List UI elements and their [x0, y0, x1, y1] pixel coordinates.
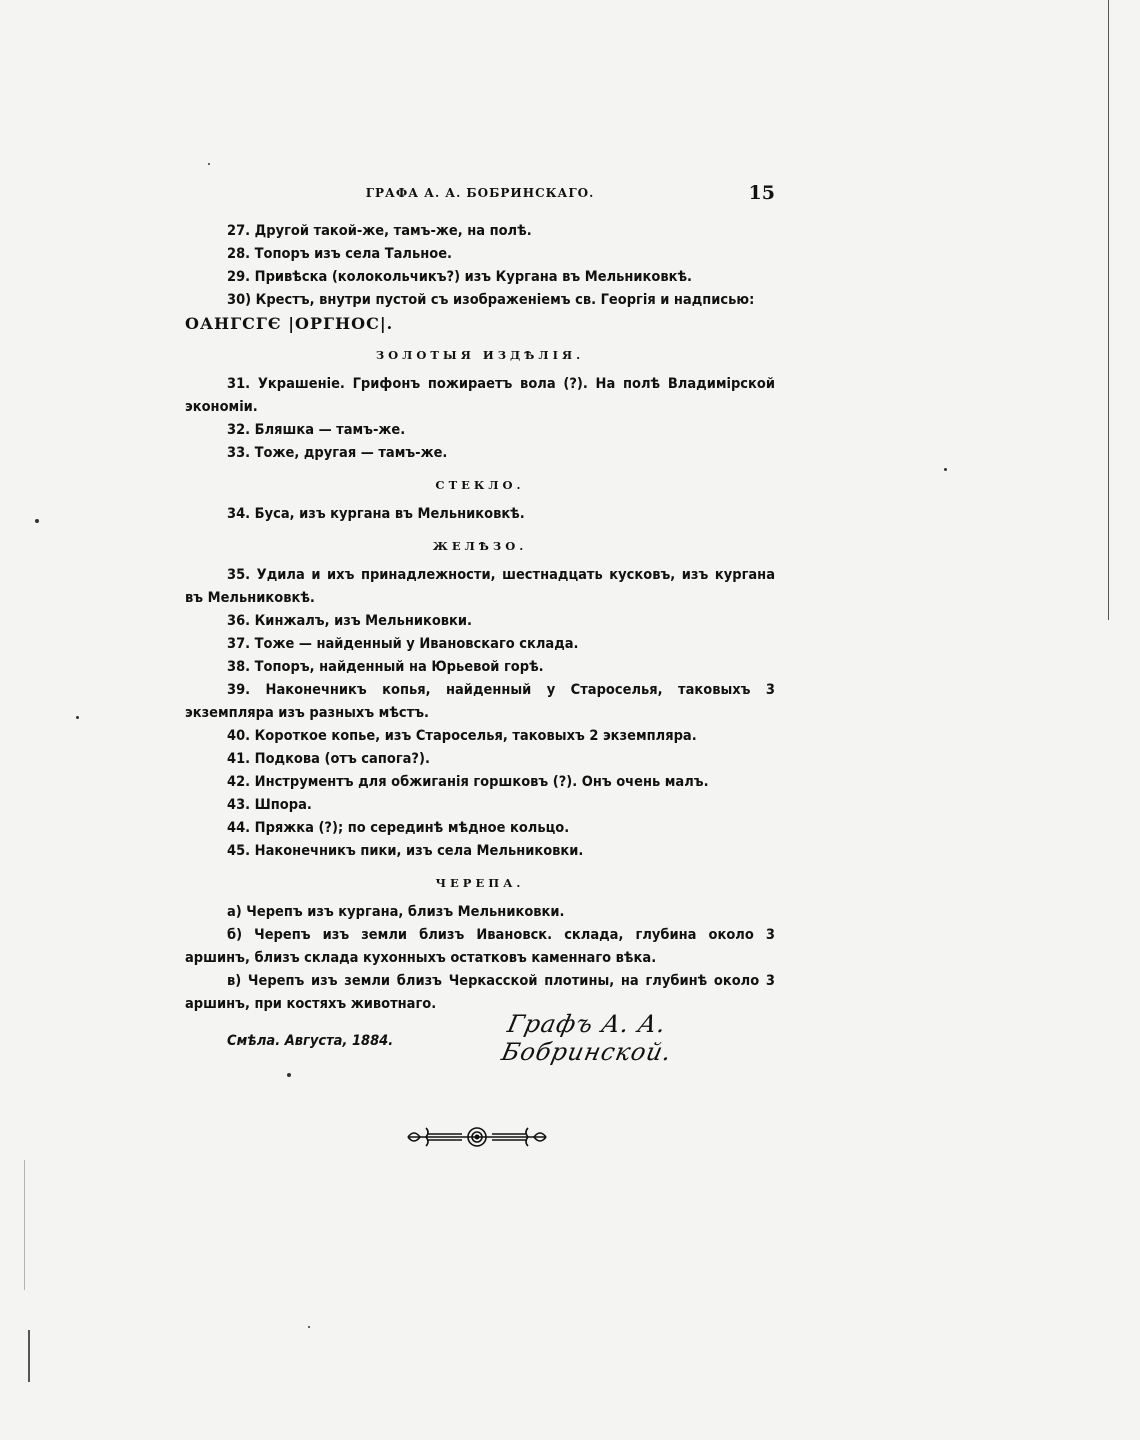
- scan-edge-line: [24, 1160, 25, 1290]
- running-title: ГРАФА А. А. БОБРИНСКАГО.: [365, 186, 595, 200]
- list-item: а) Черепъ изъ кургана, близъ Мельниковки.: [227, 904, 565, 920]
- list-item: 33. Тоже, другая — тамъ-же.: [227, 445, 448, 461]
- list-item: 45. Наконечникъ пики, изъ села Мельниковки.: [227, 843, 584, 859]
- print-speck: [35, 519, 39, 523]
- scan-edge-line: [1108, 0, 1109, 620]
- scan-edge-line: [28, 1330, 30, 1382]
- greek-inscription: ОАНГСГЄ |ОРГНОС|.: [185, 314, 394, 333]
- page-body: [185, 220, 775, 1068]
- list-item: 31. Украшеніе. Грифонъ пожираетъ вола (?). На полѣ Владимірской экономіи.: [185, 376, 775, 415]
- list-item: 37. Тоже — найденный у Ивановскаго склада.: [227, 636, 579, 652]
- page-header: [185, 182, 775, 208]
- list-item: 41. Подкова (отъ сапога?).: [227, 751, 430, 767]
- list-item: 43. Шпора.: [227, 797, 312, 813]
- list-item: 32. Бляшка — тамъ-же.: [227, 422, 406, 438]
- list-item: 38. Топоръ, найденный на Юрьевой горѣ.: [227, 659, 544, 675]
- print-speck: [944, 468, 947, 471]
- list-item: 30) Крестъ, внутри пустой съ изображеніемъ св. Георгія и надписью:: [227, 292, 755, 308]
- list-item: в) Черепъ изъ земли близъ Черкасской плотины, на глубинѣ около 3 аршинъ, при костяхъ животнаго.: [185, 973, 775, 1012]
- list-item: 40. Короткое копье, изъ Староселья, таковыхъ 2 экземпляра.: [227, 728, 697, 744]
- list-item: б) Черепъ изъ земли близъ Ивановск. склада, глубина около 3 аршинъ, близъ склада кухонныхъ остатковъ каменнаго вѣка.: [185, 927, 775, 966]
- place-date: Смѣла. Августа, 1884.: [227, 1033, 394, 1049]
- list-item: 44. Пряжка (?); по серединѣ мѣдное кольцо.: [227, 820, 570, 836]
- signature: Графъ А. А. Бобринской.: [499, 1010, 675, 1066]
- section-heading-skulls: ЧЕРЕПА.: [435, 876, 525, 890]
- list-item: 34. Буса, изъ кургана въ Мельниковкѣ.: [227, 506, 525, 522]
- list-item: 39. Наконечникъ копья, найденный у Староселья, таковыхъ 3 экземпляра изъ разныхъ мѣстъ.: [185, 682, 775, 721]
- print-speck: [76, 716, 79, 719]
- page-number: 15: [748, 182, 775, 204]
- list-item: 28. Топоръ изъ села Тальное.: [227, 246, 453, 262]
- section-heading-gold: ЗОЛОТЫЯ ИЗДѢЛІЯ.: [375, 348, 585, 362]
- list-item: 42. Инструментъ для обжиганія горшковъ (?). Онъ очень малъ.: [227, 774, 709, 790]
- ornament-divider-icon: [402, 1122, 552, 1152]
- list-item: 29. Привѣска (колокольчикъ?) изъ Кургана въ Мельниковкѣ.: [227, 269, 693, 285]
- print-speck: [287, 1073, 291, 1077]
- section-heading-glass: СТЕКЛО.: [435, 478, 525, 492]
- section-heading-iron: ЖЕЛѢЗО.: [432, 539, 528, 553]
- print-speck: [308, 1326, 310, 1328]
- list-item: 36. Кинжалъ, изъ Мельниковки.: [227, 613, 472, 629]
- print-speck: [208, 163, 210, 165]
- list-item: 35. Удила и ихъ принадлежности, шестнадцать кусковъ, изъ кургана въ Мельниковкѣ.: [185, 567, 775, 606]
- list-item: 27. Другой такой-же, тамъ-же, на полѣ.: [227, 223, 532, 239]
